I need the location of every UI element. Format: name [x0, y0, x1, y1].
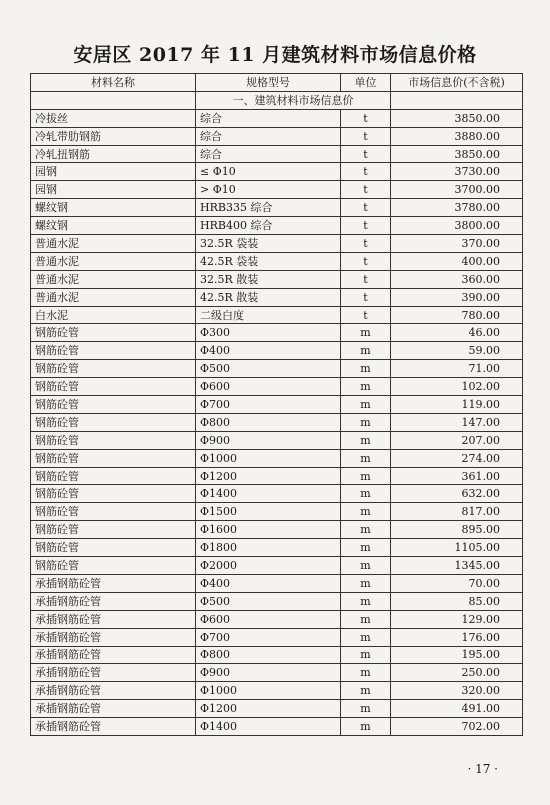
spec-cell: Φ700: [196, 628, 341, 646]
table-row: [31, 163, 523, 181]
unit-cell: t: [341, 252, 391, 270]
spec-cell: Φ1200: [196, 467, 341, 485]
material-name-cell: 承插钢筋砼管: [31, 718, 196, 736]
table-row: [31, 288, 523, 306]
material-name-cell: 冷轧带肋钢筋: [31, 127, 196, 145]
table-row: [31, 682, 523, 700]
spec-cell: Φ1200: [196, 700, 341, 718]
unit-cell: t: [341, 127, 391, 145]
table-header-row: [31, 74, 523, 92]
spec-cell: HRB335 综合: [196, 199, 341, 217]
price-cell: 817.00: [391, 503, 523, 521]
spec-cell: Φ300: [196, 324, 341, 342]
spec-cell: Φ900: [196, 431, 341, 449]
material-name-cell: 钢筋砼管: [31, 360, 196, 378]
material-name-cell: 螺纹钢: [31, 199, 196, 217]
table-row: [31, 396, 523, 414]
table-row: [31, 235, 523, 253]
table-row: [31, 360, 523, 378]
price-cell: 274.00: [391, 449, 523, 467]
material-name-cell: 钢筋砼管: [31, 449, 196, 467]
spec-cell: > Φ10: [196, 181, 341, 199]
unit-cell: m: [341, 718, 391, 736]
spec-cell: Φ800: [196, 413, 341, 431]
header-material-name: 材料名称: [31, 74, 196, 92]
spec-cell: Φ400: [196, 574, 341, 592]
price-cell: 320.00: [391, 682, 523, 700]
unit-cell: m: [341, 467, 391, 485]
unit-cell: m: [341, 485, 391, 503]
table-row: [31, 199, 523, 217]
price-cell: 3780.00: [391, 199, 523, 217]
material-name-cell: 钢筋砼管: [31, 485, 196, 503]
material-name-cell: 钢筋砼管: [31, 413, 196, 431]
spec-cell: Φ1800: [196, 539, 341, 557]
table-row: [31, 449, 523, 467]
material-name-cell: 承插钢筋砼管: [31, 592, 196, 610]
unit-cell: m: [341, 628, 391, 646]
material-name-cell: 钢筋砼管: [31, 557, 196, 575]
unit-cell: t: [341, 217, 391, 235]
price-cell: 1345.00: [391, 557, 523, 575]
table-row: [31, 270, 523, 288]
material-name-cell: 钢筋砼管: [31, 324, 196, 342]
table-row: [31, 252, 523, 270]
material-name-cell: 园钢: [31, 181, 196, 199]
table-row: [31, 503, 523, 521]
table-row: [31, 610, 523, 628]
table-row: [31, 521, 523, 539]
spec-cell: Φ1500: [196, 503, 341, 521]
material-name-cell: 钢筋砼管: [31, 431, 196, 449]
table-row: [31, 664, 523, 682]
unit-cell: m: [341, 396, 391, 414]
unit-cell: m: [341, 413, 391, 431]
material-name-cell: 承插钢筋砼管: [31, 700, 196, 718]
material-name-cell: 园钢: [31, 163, 196, 181]
price-cell: 176.00: [391, 628, 523, 646]
price-cell: 119.00: [391, 396, 523, 414]
unit-cell: t: [341, 235, 391, 253]
spec-cell: 综合: [196, 145, 341, 163]
spec-cell: Φ1400: [196, 485, 341, 503]
table-row: [31, 485, 523, 503]
table-row: [31, 557, 523, 575]
material-name-cell: 钢筋砼管: [31, 521, 196, 539]
price-cell: 85.00: [391, 592, 523, 610]
table-row: [31, 217, 523, 235]
unit-cell: m: [341, 574, 391, 592]
price-cell: 250.00: [391, 664, 523, 682]
table-row: [31, 127, 523, 145]
unit-cell: m: [341, 610, 391, 628]
spec-cell: 32.5R 散装: [196, 270, 341, 288]
table-body: [31, 109, 523, 735]
price-cell: 895.00: [391, 521, 523, 539]
material-name-cell: 钢筋砼管: [31, 503, 196, 521]
unit-cell: t: [341, 270, 391, 288]
table-row: [31, 109, 523, 127]
unit-cell: t: [341, 163, 391, 181]
table-row: [31, 628, 523, 646]
material-name-cell: 普通水泥: [31, 270, 196, 288]
page-title: 安居区 2017 年 11 月建筑材料市场信息价格: [73, 44, 477, 66]
price-cell: 46.00: [391, 324, 523, 342]
price-cell: 71.00: [391, 360, 523, 378]
material-name-cell: 螺纹钢: [31, 217, 196, 235]
table-row: [31, 342, 523, 360]
unit-cell: t: [341, 109, 391, 127]
spec-cell: 42.5R 袋装: [196, 252, 341, 270]
spec-cell: 综合: [196, 109, 341, 127]
spec-cell: Φ2000: [196, 557, 341, 575]
price-cell: 361.00: [391, 467, 523, 485]
material-name-cell: 钢筋砼管: [31, 396, 196, 414]
unit-cell: t: [341, 145, 391, 163]
table-row: [31, 574, 523, 592]
table-row: [31, 646, 523, 664]
material-name-cell: 冷拔丝: [31, 109, 196, 127]
spec-cell: HRB400 综合: [196, 217, 341, 235]
material-name-cell: 钢筋砼管: [31, 378, 196, 396]
material-name-cell: 冷轧扭钢筋: [31, 145, 196, 163]
section-row: [31, 91, 523, 109]
unit-cell: m: [341, 342, 391, 360]
unit-cell: m: [341, 503, 391, 521]
table-row: [31, 431, 523, 449]
unit-cell: t: [341, 181, 391, 199]
section-label: 一、建筑材料市场信息价: [196, 91, 391, 109]
price-cell: 1105.00: [391, 539, 523, 557]
material-name-cell: 钢筋砼管: [31, 467, 196, 485]
material-name-cell: 承插钢筋砼管: [31, 646, 196, 664]
price-cell: 129.00: [391, 610, 523, 628]
material-name-cell: 承插钢筋砼管: [31, 628, 196, 646]
header-spec: 规格型号: [196, 74, 341, 92]
table-row: [31, 718, 523, 736]
spec-cell: Φ500: [196, 360, 341, 378]
table-row: [31, 539, 523, 557]
spec-cell: Φ1600: [196, 521, 341, 539]
spec-cell: 综合: [196, 127, 341, 145]
price-table: [30, 73, 523, 736]
unit-cell: m: [341, 646, 391, 664]
spec-cell: Φ1000: [196, 682, 341, 700]
price-cell: 702.00: [391, 718, 523, 736]
price-cell: 70.00: [391, 574, 523, 592]
spec-cell: Φ800: [196, 646, 341, 664]
spec-cell: Φ1400: [196, 718, 341, 736]
unit-cell: m: [341, 700, 391, 718]
table-row: [31, 306, 523, 324]
material-name-cell: 钢筋砼管: [31, 539, 196, 557]
price-cell: 3700.00: [391, 181, 523, 199]
price-cell: 3800.00: [391, 217, 523, 235]
material-name-cell: 普通水泥: [31, 288, 196, 306]
material-name-cell: 承插钢筋砼管: [31, 682, 196, 700]
page-number: · 17 ·: [467, 762, 498, 776]
table-row: [31, 700, 523, 718]
spec-cell: Φ1000: [196, 449, 341, 467]
unit-cell: m: [341, 521, 391, 539]
material-name-cell: 普通水泥: [31, 252, 196, 270]
unit-cell: m: [341, 360, 391, 378]
spec-cell: Φ900: [196, 664, 341, 682]
table-row: [31, 324, 523, 342]
material-name-cell: 承插钢筋砼管: [31, 610, 196, 628]
unit-cell: m: [341, 664, 391, 682]
price-cell: 3730.00: [391, 163, 523, 181]
table-row: [31, 413, 523, 431]
header-price: 市场信息价(不含税): [391, 74, 523, 92]
table-row: [31, 592, 523, 610]
price-cell: 400.00: [391, 252, 523, 270]
material-name-cell: 承插钢筋砼管: [31, 664, 196, 682]
table-row: [31, 378, 523, 396]
price-cell: 195.00: [391, 646, 523, 664]
unit-cell: t: [341, 306, 391, 324]
price-cell: 491.00: [391, 700, 523, 718]
spec-cell: Φ400: [196, 342, 341, 360]
header-unit: 单位: [341, 74, 391, 92]
material-name-cell: 钢筋砼管: [31, 342, 196, 360]
unit-cell: m: [341, 378, 391, 396]
price-cell: 390.00: [391, 288, 523, 306]
spec-cell: 二级白度: [196, 306, 341, 324]
spec-cell: Φ600: [196, 610, 341, 628]
unit-cell: m: [341, 592, 391, 610]
unit-cell: m: [341, 449, 391, 467]
spec-cell: ≤ Φ10: [196, 163, 341, 181]
unit-cell: m: [341, 431, 391, 449]
unit-cell: t: [341, 199, 391, 217]
price-cell: 59.00: [391, 342, 523, 360]
price-cell: 370.00: [391, 235, 523, 253]
price-cell: 207.00: [391, 431, 523, 449]
spec-cell: Φ500: [196, 592, 341, 610]
unit-cell: m: [341, 324, 391, 342]
price-cell: 102.00: [391, 378, 523, 396]
price-cell: 632.00: [391, 485, 523, 503]
spec-cell: Φ600: [196, 378, 341, 396]
unit-cell: m: [341, 557, 391, 575]
price-cell: 3850.00: [391, 109, 523, 127]
unit-cell: t: [341, 288, 391, 306]
price-cell: 3850.00: [391, 145, 523, 163]
price-cell: 780.00: [391, 306, 523, 324]
table-row: [31, 181, 523, 199]
material-name-cell: 承插钢筋砼管: [31, 574, 196, 592]
material-name-cell: 白水泥: [31, 306, 196, 324]
unit-cell: m: [341, 682, 391, 700]
price-cell: 147.00: [391, 413, 523, 431]
unit-cell: m: [341, 539, 391, 557]
table-row: [31, 145, 523, 163]
material-name-cell: 普通水泥: [31, 235, 196, 253]
price-cell: 360.00: [391, 270, 523, 288]
spec-cell: 42.5R 散装: [196, 288, 341, 306]
table-row: [31, 467, 523, 485]
price-cell: 3880.00: [391, 127, 523, 145]
spec-cell: Φ700: [196, 396, 341, 414]
spec-cell: 32.5R 袋装: [196, 235, 341, 253]
